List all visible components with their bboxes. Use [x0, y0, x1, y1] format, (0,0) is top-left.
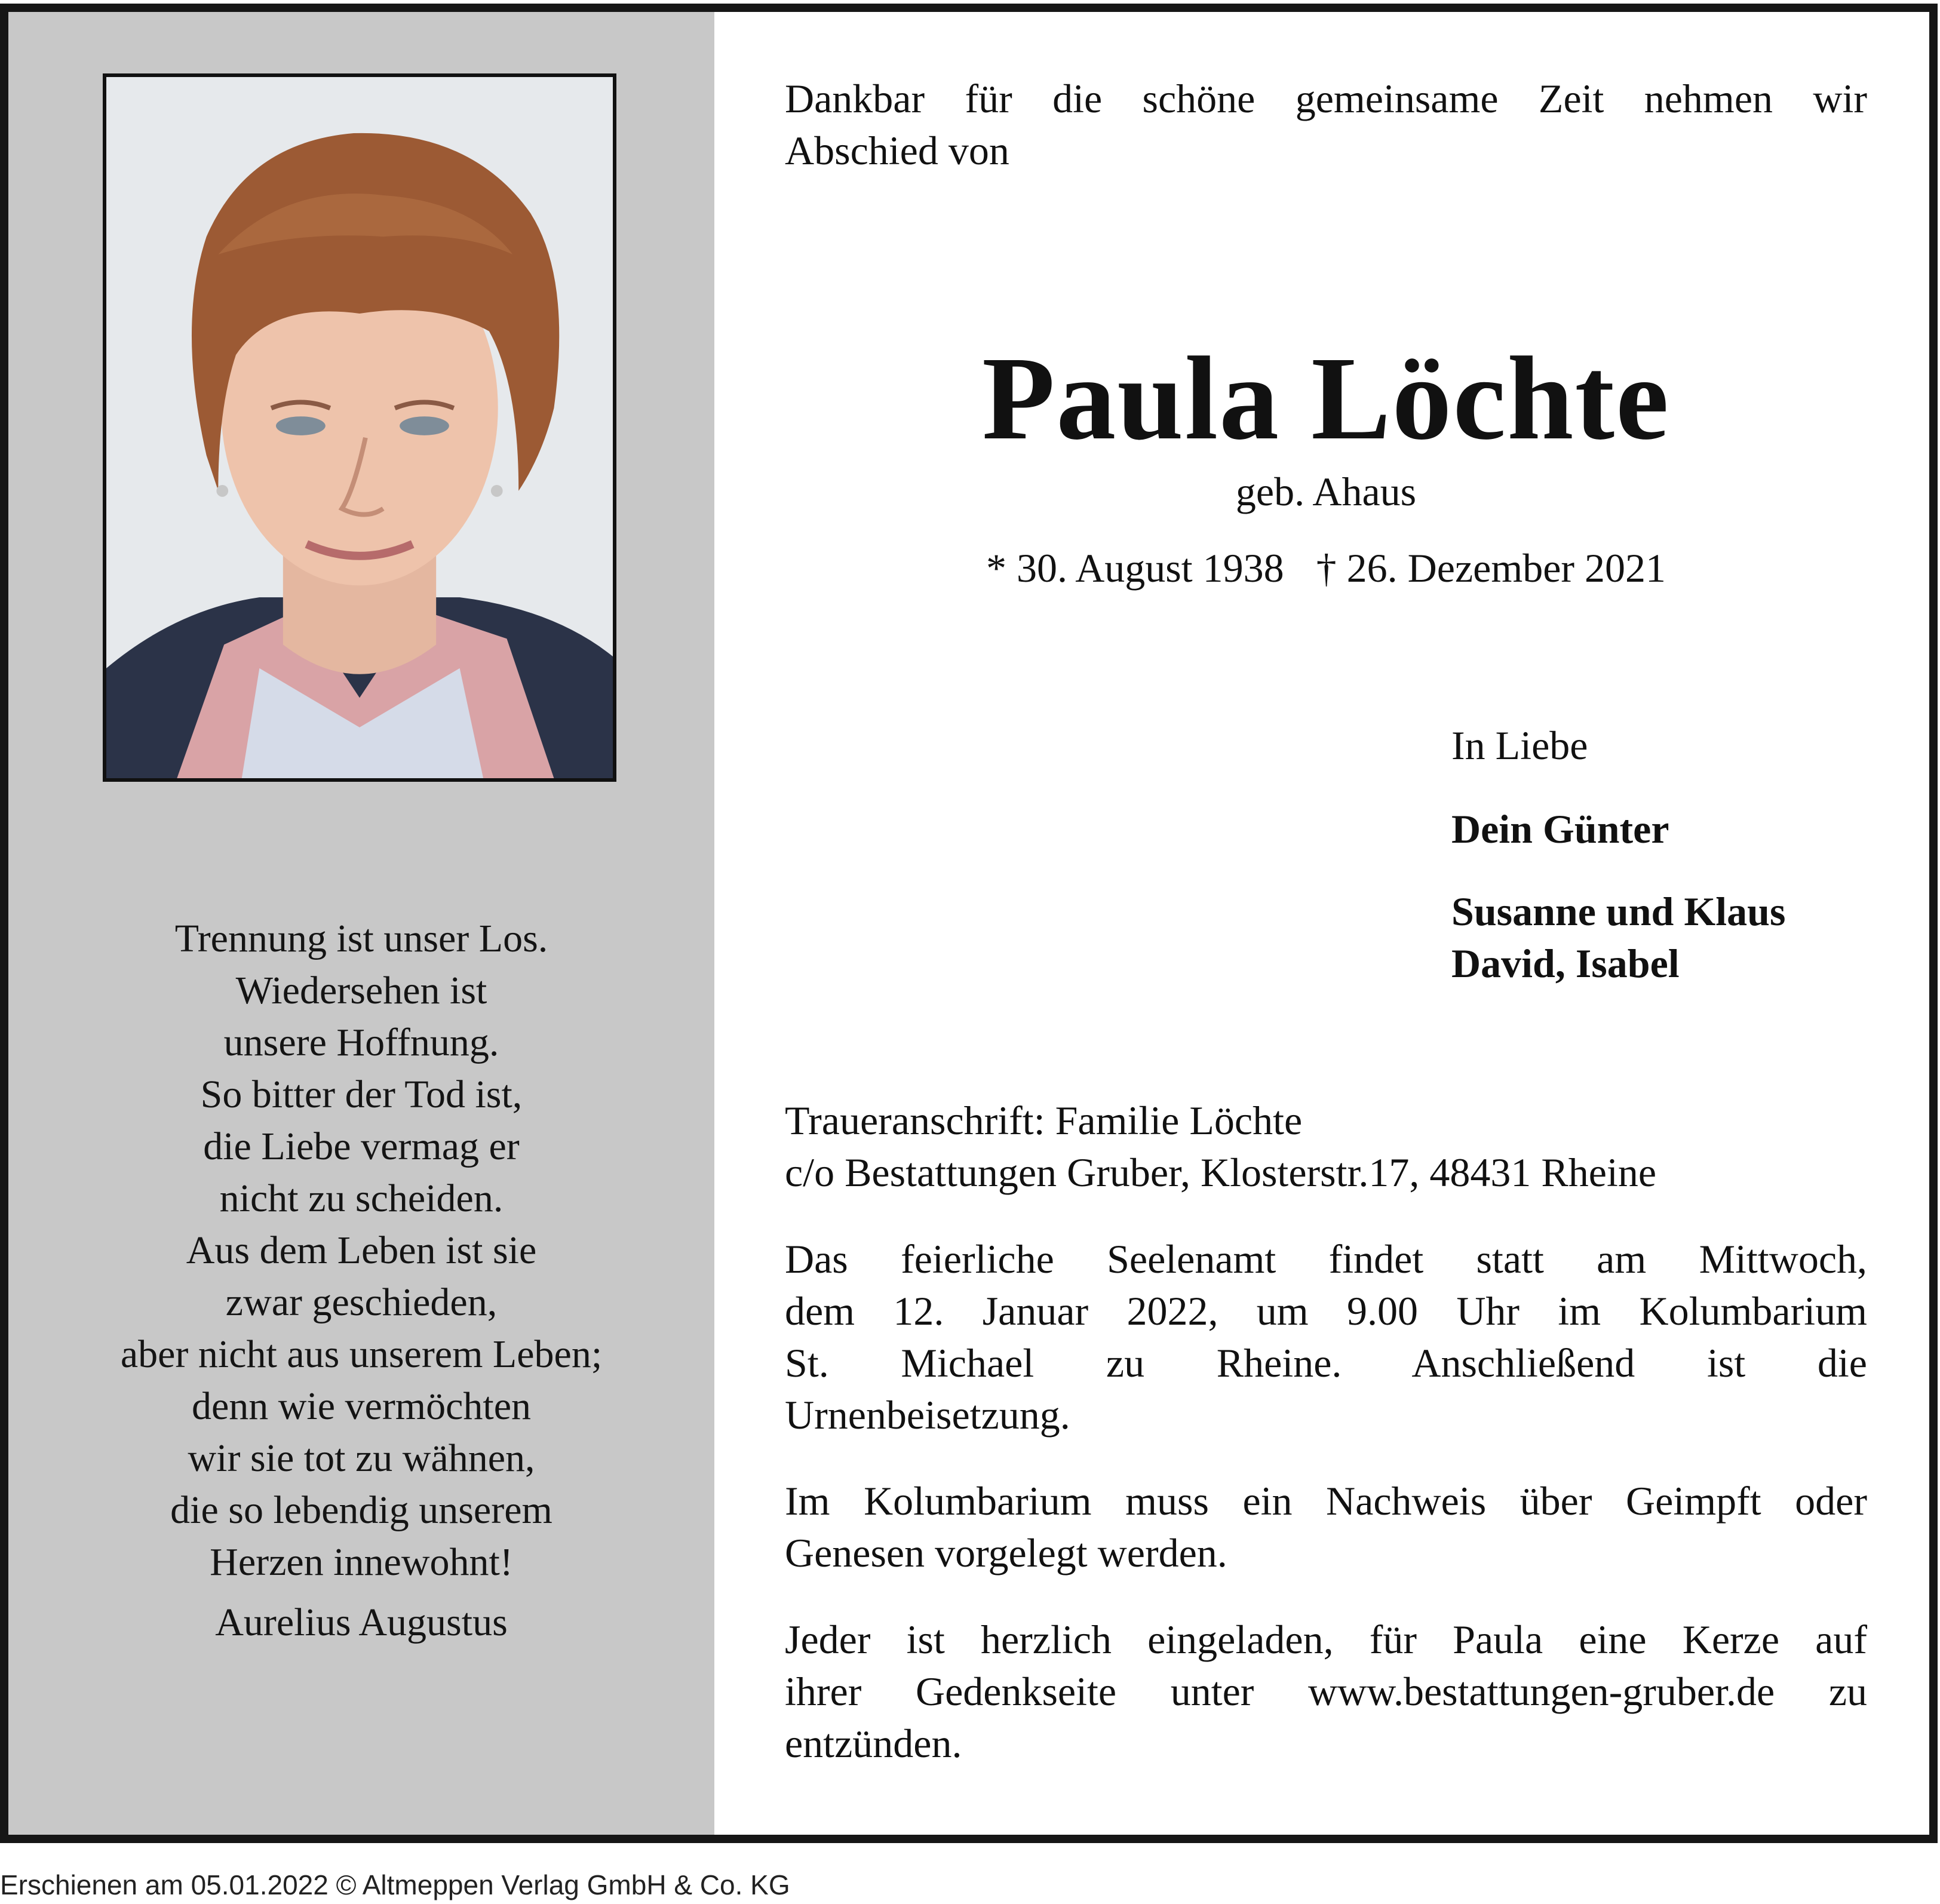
publication-footer: Erschienen am 05.01.2022 © Altmeppen Verlag GmbH & Co. KG: [0, 1869, 790, 1900]
poem-line: wir sie tot zu wähnen,: [188, 1436, 535, 1480]
notice-line: Genesen vorgelegt werden.: [785, 1530, 1227, 1576]
intro-line-2: Abschied von: [785, 128, 1009, 173]
maiden-name: geb. Ahaus: [1235, 469, 1417, 514]
portrait-illustration: [106, 77, 613, 778]
mourning-address: [785, 1095, 1867, 1199]
service-paragraph: [785, 1233, 1867, 1441]
poem-line: die Liebe vermag er: [203, 1125, 520, 1168]
poem-line: denn wie vermöchten: [191, 1384, 532, 1428]
poem: [8, 913, 714, 1648]
invitation-line: Jeder ist herzlich eingeladen, für Paula eine Kerze auf: [785, 1617, 1867, 1662]
poem-line: Wiedersehen ist: [235, 969, 487, 1012]
poem-author: Aurelius Augustus: [215, 1601, 508, 1644]
invitation-line: ihrer Gedenkseite unter www.bestattungen-gruber.de zu: [785, 1669, 1867, 1714]
life-dates: [785, 542, 1867, 594]
service-line: Das feierliche Seelenamt findet statt am Mittwoch,: [785, 1236, 1867, 1282]
signoff-family-2: Susanne und Klaus: [1451, 889, 1786, 934]
poem-line: nicht zu scheiden.: [219, 1177, 504, 1220]
notice-paragraph: [785, 1475, 1867, 1579]
poem-line: die so lebendig unserem: [170, 1488, 552, 1532]
poem-line: zwar geschieden,: [225, 1280, 498, 1324]
poem-line: Trennung ist unser Los.: [174, 917, 548, 960]
poem-line: aber nicht aus unserem Leben;: [120, 1332, 603, 1376]
poem-line: Herzen innewohnt!: [210, 1540, 513, 1584]
service-line: dem 12. Januar 2022, um 9.00 Uhr im Kolumbarium: [785, 1288, 1867, 1334]
portrait-photo: [103, 73, 616, 782]
address-line-1: Traueranschrift: Familie Löchte: [785, 1098, 1303, 1143]
intro-line-1: Dankbar für die schöne gemeinsame Zeit nehmen wir: [785, 76, 1867, 121]
deceased-name: Paula Löchte: [982, 333, 1670, 465]
signoff-family-3: David, Isabel: [1451, 941, 1680, 986]
signoff-family-1: Dein Günter: [1451, 806, 1669, 852]
poem-line: Aus dem Leben ist sie: [186, 1229, 537, 1272]
service-line: St. Michael zu Rheine. Anschließend ist die: [785, 1340, 1867, 1386]
invitation-paragraph: [785, 1614, 1867, 1770]
death-date: † 26. Dezember 2021: [1316, 545, 1666, 591]
poem-line: unsere Hoffnung.: [223, 1021, 499, 1064]
notice-line: Im Kolumbarium muss ein Nachweis über Geimpft oder: [785, 1478, 1867, 1524]
signoff-greeting: In Liebe: [1451, 723, 1588, 768]
birth-date: * 30. August 1938: [986, 545, 1284, 591]
intro-text: [785, 73, 1867, 177]
service-line: Urnenbeisetzung.: [785, 1392, 1070, 1438]
invitation-line: entzünden.: [785, 1721, 962, 1766]
poem-line: So bitter der Tod ist,: [200, 1073, 523, 1116]
address-line-2: c/o Bestattungen Gruber, Klosterstr.17, 48431 Rheine: [785, 1150, 1657, 1195]
